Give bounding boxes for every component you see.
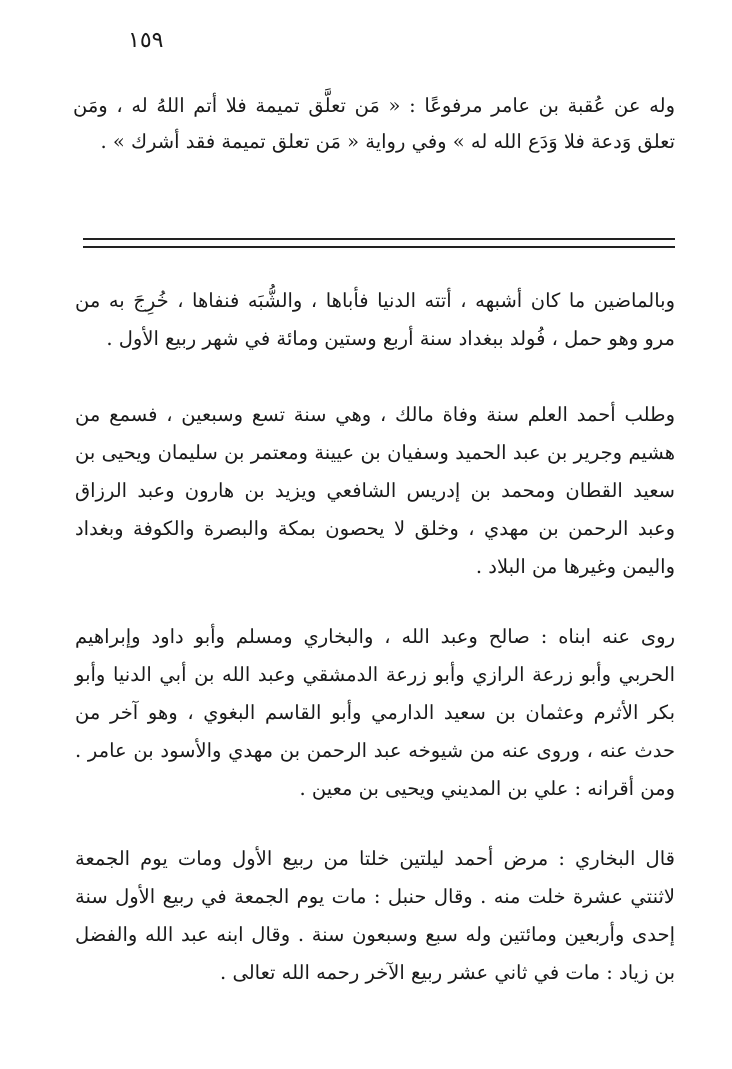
divider-rule-top [83,238,675,240]
footnote-text: وله عن عُقبة بن عامر مرفوعًا : « مَن تعلَّق تميمة فلا أتم اللهُ له ، ومَن تعلق وَدعة فلا وَدَع الله له » وفي رواية « مَن تعلق تميمة فقد أشرك » . [73,94,675,153]
divider-rule-bottom [83,246,675,248]
body-paragraph: وبالماضين ما كان أشبهه ، أتته الدنيا فأباها ، والشُّبَه فنفاها ، خُرِجَ به من مرو وهو حمل ، فُولد ببغداد سنة أربع وستين ومائة في شهر ربيع الأول . [75,289,675,350]
body-paragraph: وطلب أحمد العلم سنة وفاة مالك ، وهي سنة تسع وسبعين ، فسمع من هشيم وجرير بن عبد الحميد وسفيان بن عيينة ومعتمر بن سليمان ويحيى بن سعيد القطان ومحمد بن إدريس الشافعي ويزيد بن هارون وعبد الرزاق وعبد الرحمن بن مهدي ، وخلق لا يحصون بمكة والبصرة والكوفة وبغداد واليمن وغيرها من البلاد . [75,403,675,578]
page-number: ١٥٩ [128,28,164,53]
body-paragraph: روى عنه ابناه : صالح وعبد الله ، والبخاري ومسلم وأبو داود وإبراهيم الحربي وأبو زرعة الرازي وأبو زرعة الدمشقي وعبد الله بن أبي الدنيا وأبو بكر الأثرم وعثمان بن سعيد الدارمي وأبو القاسم البغوي ، وهو آخر من حدث عنه ، وروى عنه من شيوخه عبد الرحمن بن مهدي والأسود بن عامر . ومن أقرانه : علي بن المديني ويحيى بن معين . [75,625,675,800]
body-paragraph: قال البخاري : مرض أحمد ليلتين خلتا من ربيع الأول ومات يوم الجمعة لاثنتي عشرة خلت منه . وقال حنبل : مات يوم الجمعة في ربيع الأول سنة إحدى وأربعين ومائتين وله سبع وسبعون سنة . وقال ابنه عبد الله والفضل بن زياد : مات في ثاني عشر ربيع الآخر رحمه الله تعالى . [75,847,675,984]
